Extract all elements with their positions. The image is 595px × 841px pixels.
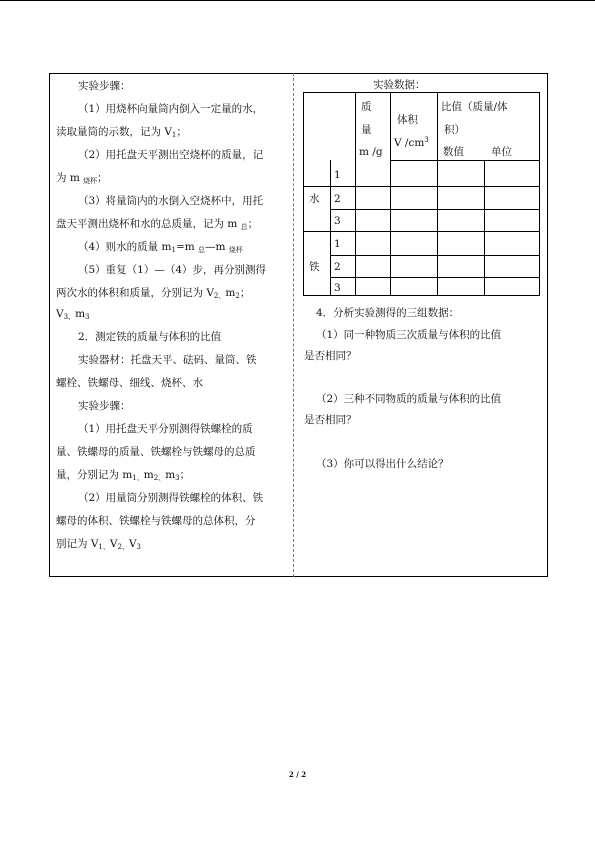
water-label: 水 [309, 193, 320, 205]
row-number: 1 [334, 169, 341, 181]
row-number: 1 [334, 238, 341, 250]
mass-header-unit: m /g [359, 146, 383, 158]
iron-step-1-line-3: 量，分别记为 $m_{1、}m_{2、}m_3$； [56, 469, 191, 482]
step-2-line-2: 为 m $_{烧杯}$； [56, 172, 108, 185]
step-5-line-1: （5）重复（1）—（4）步，再分别测得 [78, 264, 267, 276]
iron-step-2-line-1: （2）用量筒分别测得铁螺栓的体积、铁 [78, 492, 264, 504]
step-3-line-1: （3）将量筒内的水倒入空烧杯中，用托 [78, 195, 264, 207]
ratio-header-1: 比值（质量/体 [441, 101, 508, 113]
iron-step-1-line-2: 量、铁螺母的质量、铁螺栓与铁螺母的总质 [56, 446, 256, 458]
step-1-line-2: 读取量筒的示数，记为 $V_1$； [56, 126, 187, 139]
table-line [330, 160, 331, 296]
table-line [330, 209, 540, 210]
row-number: 3 [334, 282, 341, 294]
table-line [390, 92, 391, 296]
steps-title: 实验步骤： [78, 80, 131, 92]
value-header: 数值 [443, 146, 464, 158]
step-5-line-3: $V_{3、}m_3$ [56, 308, 90, 321]
question-2-line-2: 是否相同？ [304, 414, 357, 426]
question-title: 4．分析实验测得的三组数据： [316, 307, 460, 319]
question-1-line-2: 是否相同？ [304, 350, 357, 362]
ratio-header-2: 积） [444, 124, 465, 136]
column-divider [293, 73, 294, 577]
iron-step-1-line-1: （1）用托盘天平分别测得铁螺栓的质 [78, 423, 253, 435]
mass-header-2: 量 [361, 124, 372, 136]
table-line [355, 92, 356, 296]
table-line [437, 92, 438, 296]
question-3: （3）你可以得出什么结论？ [316, 458, 449, 470]
step-1-line-1: （1）用烧杯向量筒内倒入一定量的水， [78, 103, 264, 115]
step-3-line-2: 盘天平测出烧杯和水的总质量，记为 m $_总$； [56, 218, 259, 231]
page-number: 2 / 2 [288, 770, 307, 779]
step-4: （4）则水的质量 $m_1=m$ $_总$—m $_{烧杯}$ [78, 241, 243, 254]
volume-header: 体积 [397, 114, 418, 126]
top-rule [0, 0, 595, 1]
table-line [330, 277, 540, 278]
materials-line-2: 螺栓、铁螺母、细线、烧杯、水 [56, 377, 203, 389]
step-5-line-2: 两次水的体积和质量，分别记为 $V_{2、}m_2$； [56, 287, 251, 300]
mass-header-1: 质 [361, 101, 372, 113]
table-line [484, 160, 485, 296]
table-line [330, 255, 540, 256]
row-number: 3 [334, 215, 341, 227]
section-2-title: 2．测定铁的质量与体积的比值 [78, 331, 222, 343]
step-2-line-1: （2）用托盘天平测出空烧杯的质量，记 [78, 149, 264, 161]
row-number: 2 [334, 261, 341, 273]
volume-unit: V $/cm^3$ [394, 136, 429, 149]
table-line [390, 160, 540, 161]
steps-2-title: 实验步骤： [78, 400, 131, 412]
iron-step-2-line-3: 别记为 $V_{1、}V_{2、}V_3$ [56, 538, 142, 551]
question-1-line-1: （1）同一种物质三次质量与体积的比值 [316, 329, 502, 341]
materials-line-1: 实验器材：托盘天平、砝码、量筒、铁 [78, 354, 257, 366]
row-number: 2 [334, 193, 341, 205]
iron-label: 铁 [309, 261, 320, 273]
question-2-line-1: （2）三种不同物质的质量与体积的比值 [316, 393, 502, 405]
table-line [303, 231, 540, 232]
unit-header: 单位 [491, 146, 512, 158]
data-title: 实验数据： [373, 79, 426, 91]
table-line [303, 186, 540, 187]
iron-step-2-line-2: 螺母的体积、铁螺栓与铁螺母的总体积，分 [56, 515, 256, 527]
